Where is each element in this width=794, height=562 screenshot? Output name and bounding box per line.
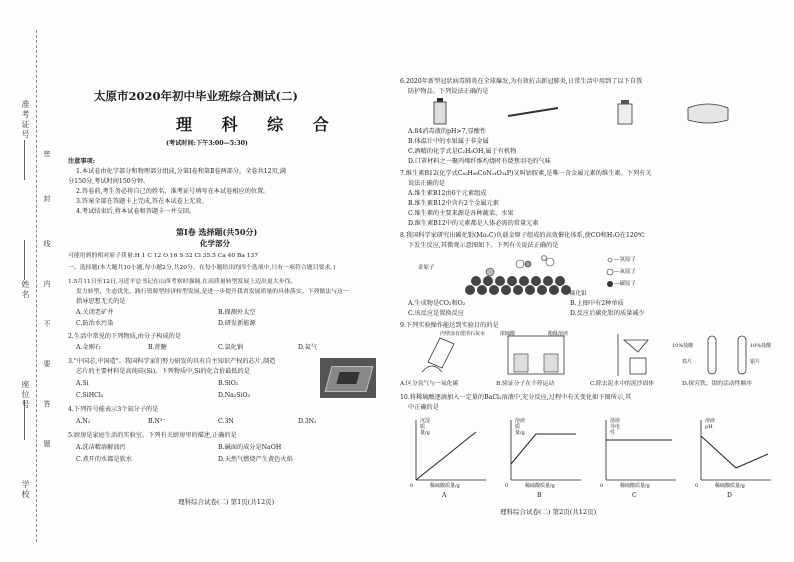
page-1 xyxy=(68,58,386,548)
graph-b-line xyxy=(511,434,576,464)
q9-label-silver: 银片 xyxy=(750,359,761,365)
bottle-cap-icon xyxy=(621,100,629,104)
q1-option: D.研发新能源 xyxy=(218,320,256,327)
oxygen-atom-icon xyxy=(516,260,524,268)
face-mask-icon xyxy=(688,104,728,123)
q5-option: D.天然气燃烧产生黄色火焰 xyxy=(218,456,293,463)
q4-option: A.N₂ xyxy=(76,418,91,425)
q6-option: A.84消毒液的pH>7,显酸性 xyxy=(408,128,487,135)
name-label: 姓名 xyxy=(21,280,30,300)
seal-note-2: 线 xyxy=(43,240,51,249)
alcohol-bottle-icon xyxy=(618,104,632,124)
beaker-icon xyxy=(630,358,646,374)
note-line: 1.本试卷由化学部分和物理部分组成,分第Ⅰ卷和第Ⅱ卷两部分。全卷共12页,满 xyxy=(76,168,286,175)
q8-option: D.反应后碳化钼的质量减少 xyxy=(570,310,645,317)
exam-no-label: 准考证号 xyxy=(21,100,30,140)
gold-atom-label: 金原子 xyxy=(418,265,435,271)
q6-option: D.口罩材料之一聚丙烯纤维灼烧时有烧焦羽毛的气味 xyxy=(408,158,551,165)
seal-note-4: 不 xyxy=(43,320,51,329)
page-2-footer: 理科综合试卷(二) 第2页(共12页) xyxy=(500,508,597,516)
q3-text: 芯片的主要材料是高纯硅(Si)。下列物质中,Si的化合价最低的是 xyxy=(76,368,250,375)
note-line: 2.答卷前,考生务必将自己的姓名、准考证号填写在本试卷相应的位置。 xyxy=(76,188,270,195)
graph-a-tag: A xyxy=(442,492,447,499)
q3-option: A.Si xyxy=(76,380,89,387)
q5-option: B.碱面的成分是NaOH xyxy=(218,444,282,451)
q5-text: 5.厨房是家庭生活的实验室。下列有关厨房里的描述,正确的是 xyxy=(68,432,237,439)
q3-option: D.Na₂SiO₃ xyxy=(218,392,251,399)
graph-c-tag: C xyxy=(632,492,637,499)
legend-hydrogen: —氢原子 xyxy=(614,257,637,263)
part1-heading: 第Ⅰ卷 选择题(共50分) xyxy=(176,227,258,237)
graph-c-ylabel: 溶液导电性 xyxy=(610,418,621,436)
graph-d-xlabel: 稀硫酸质量/g xyxy=(715,483,745,489)
graph-a-ylabel: 沉淀质量/g xyxy=(420,418,431,436)
q9-option: C.除去泥水中的泥沙固体 xyxy=(590,381,655,387)
hydrogen-atom-icon xyxy=(542,256,547,261)
q9-option: D.探究铁、银的活动性顺序 xyxy=(682,381,753,387)
q1-text: 指导思想无关的是 xyxy=(76,298,126,305)
q1-option: A.关闭老矿井 xyxy=(76,309,114,316)
exam-time: (考试时间:下午3:00—5:30) xyxy=(166,140,248,147)
graph-b-tag: B xyxy=(537,492,542,499)
seat-label: 座位号 xyxy=(21,380,30,410)
q9-option: A.区分氢气与一氧化碳 xyxy=(400,381,459,387)
subject-title: 理 科 综 合 xyxy=(176,115,341,134)
q9-apparatus-figure xyxy=(408,332,768,378)
protection-items-figure xyxy=(428,98,758,126)
beaker-icon xyxy=(514,354,528,372)
binding-margin xyxy=(0,0,60,562)
q9-label-iron: 铁片 xyxy=(682,359,693,365)
q7-option: B.维生素B12中含有2个金属元素 xyxy=(408,200,499,207)
q3-option: B.SiO₂ xyxy=(218,380,239,387)
mo2c-label: 碳化钼 xyxy=(570,291,587,297)
section-instructions: 一、选择题(本大题共10小题,每小题2分,共20分。在每小题给出的四个选项中,只有一项符合题目要求。) xyxy=(68,265,336,271)
seal-note-7: 题 xyxy=(43,440,51,449)
q7-option: C.维生素的主要来源是各种蔬菜、水果 xyxy=(408,210,514,217)
inverted-beaker-icon xyxy=(428,338,454,368)
chem-heading: 化学部分 xyxy=(200,239,230,248)
q4-option: D.3N₂ xyxy=(298,418,317,425)
q6-option: C.酒精的化学式是C₂H₅OH,属于有机物 xyxy=(408,148,517,155)
q8-text: 8.我国科学家研究出碳化钼(Mo₂C)负载金原子组成的高效催化体系,使CO和H₂O在120℃ xyxy=(400,232,645,239)
exam-title: 太原市2020年初中毕业班综合测试(二) xyxy=(94,89,298,103)
graph-origin: 0 xyxy=(695,483,699,489)
notes-heading: 注意事项: xyxy=(68,158,96,165)
q5-option: A.洗洁精溶解油污 xyxy=(76,444,126,451)
seal-note-3: 内 xyxy=(43,280,51,289)
disinfectant-bottle-icon xyxy=(434,102,446,124)
graph-d-line xyxy=(701,436,768,468)
fill-line xyxy=(24,240,25,280)
graph-origin: 0 xyxy=(600,483,604,489)
q6-text: 6.2020年新型冠状病毒肺炎在全球爆发,为有效抗击新冠肺炎,日常生活中用到了以下自我 xyxy=(400,78,643,85)
q9-label-limewater: 内壁涂有澄清石灰水 xyxy=(440,331,486,337)
test-tube-icon xyxy=(708,336,716,374)
q4-text: 4.下列符号能表示3个氮分子的是 xyxy=(68,406,159,413)
page-2 xyxy=(400,78,778,548)
graph-a-line xyxy=(416,432,476,480)
q6-option: B.体温计中的水银属于非金属 xyxy=(408,138,489,145)
legend-oxygen: —氧原子 xyxy=(614,269,637,275)
graph-d-ylabel: 溶液pH xyxy=(705,418,716,430)
atomic-mass-line: 可能用到的相对原子质量:H 1 C 12 O 16 S 32 Cl 35.5 Ca 40 Ba 137 xyxy=(68,253,258,259)
note-line: 3.答案全部在答题卡上完成,答在本试卷上无效。 xyxy=(76,198,208,205)
carbon-atom-icon xyxy=(525,261,531,267)
seal-note-6: 答 xyxy=(43,400,51,409)
funnel-icon xyxy=(624,340,648,352)
q5-option: C.煮开的水都是软水 xyxy=(76,456,132,463)
q2-text: 2.生活中常见的下列物质,由分子构成的是 xyxy=(68,333,182,340)
legend-carbon: —碳原子 xyxy=(614,281,637,287)
q7-text: 说法正确的是 xyxy=(408,180,446,187)
q1-text: 1.5月11日至12日,习近平总书记在山西考察时强调,在高质量转型发展上迈出更大步伐。 xyxy=(68,279,297,285)
q1-option: B.探测外太空 xyxy=(218,309,256,316)
q3-text: 3."中国芯,中国造"。我国科学家们努力研发的具有自主知识产权的芯片,制造 xyxy=(68,358,276,365)
q3-option: C.SiHCl₃ xyxy=(76,392,104,399)
seal-note-5: 要 xyxy=(43,360,51,369)
q7-option: A.维生素B12由6个元素组成 xyxy=(408,190,487,197)
seal-dashed-line xyxy=(36,30,37,542)
graph-origin: 0 xyxy=(505,483,509,489)
q1-option: C.防治水污染 xyxy=(76,320,114,327)
note-line: 分150分,考试时间150分钟。 xyxy=(68,178,150,185)
catalyst-diagram xyxy=(420,250,680,298)
q10-text: 10.将稀硫酸逐滴加入一定量的BaCl₂溶液中,充分反应,过程中有关变化如下图所示,其 xyxy=(400,394,632,401)
graph-c-xlabel: 稀硫酸质量/g xyxy=(620,483,650,489)
thermometer-icon xyxy=(508,108,558,116)
gold-atom-icon xyxy=(486,268,494,276)
q2-option: B.蔗糖 xyxy=(148,344,167,351)
q4-option: B.N³⁻ xyxy=(148,418,166,425)
q8-option: B.上图中有2种单质 xyxy=(570,300,624,307)
q9-label-phenolphthalein: 酚酞溶液 xyxy=(548,331,569,337)
school-label: 学校 xyxy=(21,480,30,500)
q9-label-hcl: 10%盐酸 xyxy=(750,343,772,349)
seal-note-0: 密 xyxy=(43,150,51,159)
q9-label-sulfuric: 浓硫酸 xyxy=(500,331,516,337)
q4-option: C.3N xyxy=(218,418,234,425)
q6-text: 防护物品。下列说法正确的是 xyxy=(408,88,489,95)
bottle-cap-icon xyxy=(437,98,443,102)
seal-note-1: 封 xyxy=(43,195,51,204)
graph-origin: 0 xyxy=(410,483,414,489)
fill-line xyxy=(24,140,25,180)
note-line: 4.考试结束后,将本试卷和答题卡一并交回。 xyxy=(76,208,196,215)
mo2c-surface xyxy=(465,276,571,295)
q8-option: C.该反应是置换反应 xyxy=(408,310,464,317)
q2-option: A.金刚石 xyxy=(76,344,101,351)
q9-option: B.验证分子在不停运动 xyxy=(496,381,555,387)
graph-b-ylabel: 溶液质量/g xyxy=(515,418,526,436)
graph-a-xlabel: 稀硫酸质量/g xyxy=(430,483,460,489)
beaker-icon xyxy=(544,354,558,372)
test-tube-icon xyxy=(738,336,746,374)
q1-text: 发力转型、生态优先、践行资源型经济转型发展,是进一步提升我省发展质量的具体落实。下列做法与这一 xyxy=(76,289,349,295)
q9-text: 9.下列实验操作能达到实验目的的是 xyxy=(400,322,499,329)
q7-text: 7.维生素B12(化学式C₆₃H₈₈CoN₁₄O₁₄P)又叫钴胺素,是唯一含金属元素的维生素。下列有关 xyxy=(400,170,652,177)
graph-d-tag: D xyxy=(727,492,732,499)
page-1-footer: 理科综合试卷(二) 第1页(共12页) xyxy=(178,498,275,506)
q2-option: D.氦气 xyxy=(298,344,318,351)
q10-text: 中正确的是 xyxy=(408,404,439,411)
q9-label-hcl: 10%盐酸 xyxy=(672,343,694,349)
graph-b-xlabel: 稀硫酸质量/g xyxy=(525,483,555,489)
q8-option: A.生成物是CO₂和O₂ xyxy=(408,300,466,307)
q2-option: C.氯化钠 xyxy=(218,344,244,351)
q7-option: D.维生素B12中的元素都是人体必需的常量元素 xyxy=(408,220,539,227)
chip-photo xyxy=(320,358,376,398)
q8-text: 下发生反应,其微观示意图如下。下列有关说法正确的是 xyxy=(408,242,559,249)
q10-graphs xyxy=(406,414,776,504)
